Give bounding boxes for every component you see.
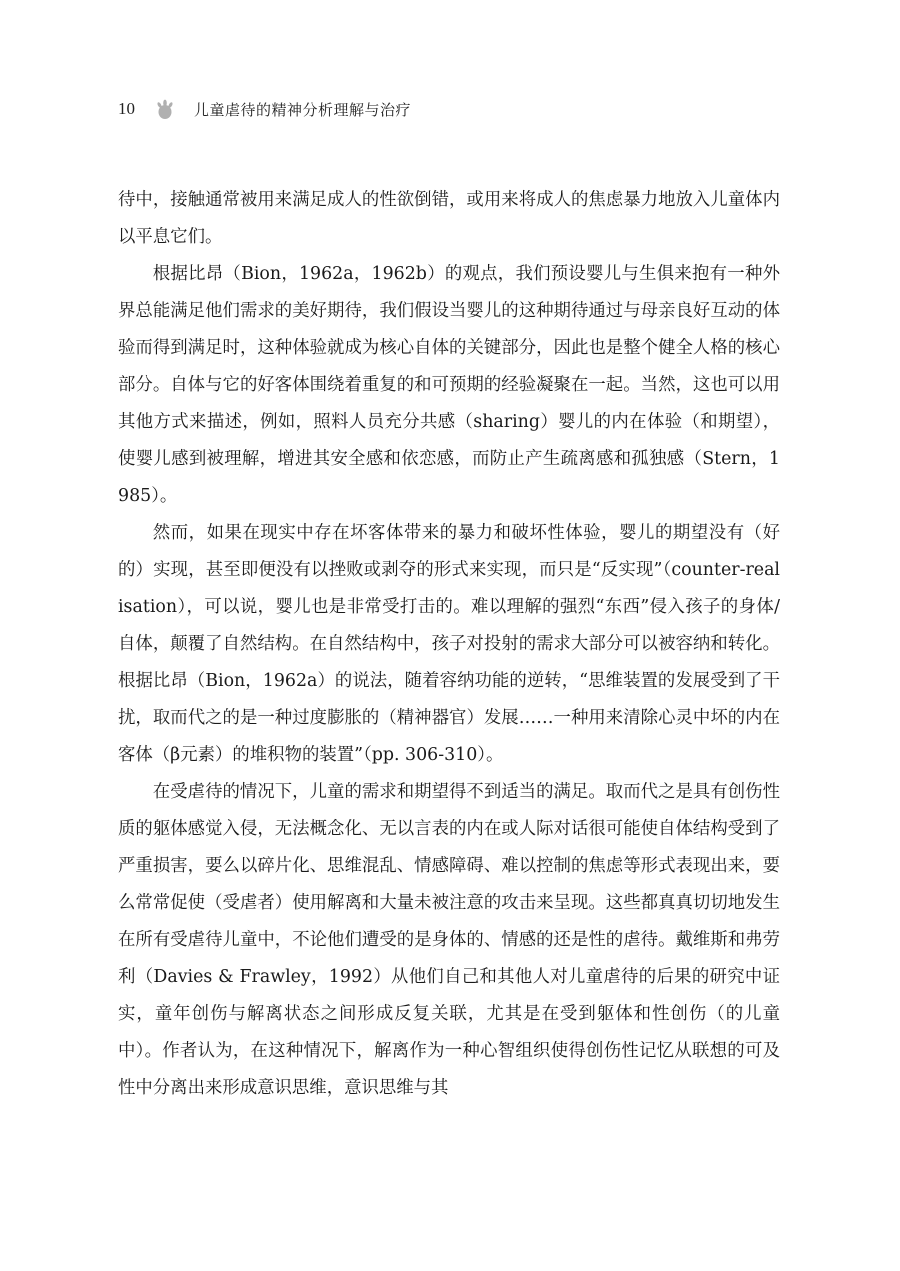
paragraph: 在受虐待的情况下，儿童的需求和期望得不到适当的满足。取而代之是具有创伤性质的躯体感觉入侵，无法概念化、无以言表的内在或人际对话很可能使自体结构受到了严重损害，要么以碎片化、思维混乱、情感障碍、难以控制的焦虑等形式表现出来，要么常常促使（受虐者）使用解离和大量未被注意的攻击来呈现。这些都真真切切地发生在所有受虐待儿童中，不论他们遭受的是身体的、情感的还是性的虐待。戴维斯和弗劳利（Davies & Frawley，1992）从他们自己和其他人对儿童虐待的后果的研究中证实，童年创伤与解离状态之间形成反复关联，尤其是在受到躯体和性创伤（的儿童中）。作者认为，在这种情况下，解离作为一种心智组织使得创伤性记忆从联想的可及性中分离出来形成意识思维，意识思维与其 <box>118 782 780 1098</box>
flower-sprout-icon <box>154 98 176 120</box>
page-number: 10 <box>118 99 135 118</box>
paragraph-continuation: 待中，接触通常被用来满足成人的性欲倒错，或用来将成人的焦虑暴力地放入儿童体内以平息它们。 <box>118 190 780 247</box>
running-header <box>118 94 411 124</box>
body-text <box>118 182 780 1107</box>
paragraph: 根据比昂（Bion，1962a，1962b）的观点，我们预设婴儿与生俱来抱有一种外界总能满足他们需求的美好期待，我们假设当婴儿的这种期待通过与母亲良好互动的体验而得到满足时，这种体验就成为核心自体的关键部分，因此也是整个健全人格的核心部分。自体与它的好客体围绕着重复的和可预期的经验凝聚在一起。当然，这也可以用其他方式来描述，例如，照料人员充分共感（sharing）婴儿的内在体验（和期望），使婴儿感到被理解，增进其安全感和依恋感，而防止产生疏离感和孤独感（Stern，1985）。 <box>118 264 780 506</box>
paragraph: 然而，如果在现实中存在坏客体带来的暴力和破坏性体验，婴儿的期望没有（好的）实现，甚至即便没有以挫败或剥夺的形式来实现，而只是“反实现”（counter-realisation），可以说，婴儿也是非常受打击的。难以理解的强烈“东西”侵入孩子的身体/自体，颠覆了自然结构。在自然结构中，孩子对投射的需求大部分可以被容纳和转化。根据比昂（Bion，1962a）的说法，随着容纳功能的逆转，“思维装置的发展受到了干扰，取而代之的是一种过度膨胀的（精神器官）发展……一种用来清除心灵中坏的内在客体（β元素）的堆积物的装置”（pp. 306-310）。 <box>118 523 780 765</box>
running-title: 儿童虐待的精神分析理解与治疗 <box>194 100 412 119</box>
